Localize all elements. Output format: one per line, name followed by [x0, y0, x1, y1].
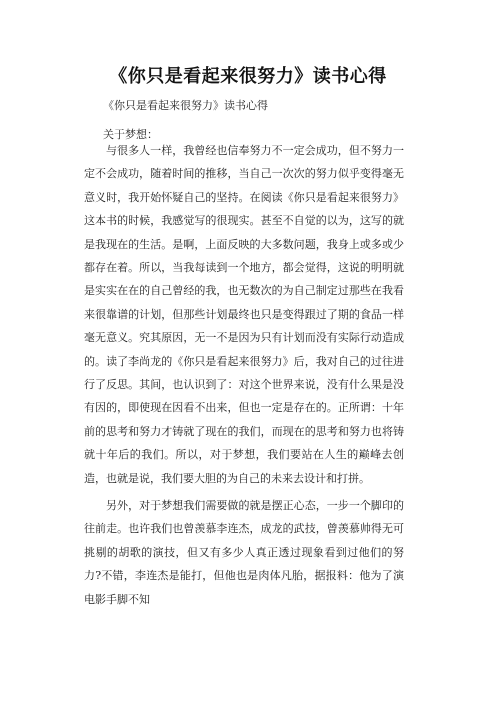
- paragraph-2: 另外，对于梦想我们需要做的就是摆正心态，一步一个脚印的往前走。也许我们也曾羡慕李连杰，成龙的武技，曾羡慕帅得无可挑剔的胡歌的演技，但又有多少人真正透过现象看到过他们的努力?不错，李连杰是能打，但他也是肉体凡胎，据报料：他为了演电影手脚不知: [84, 499, 404, 606]
- document-subtitle: 《你只是看起来很努力》读书心得: [103, 99, 268, 112]
- paragraph-1: 与很多人一样，我曾经也信奉努力不一定会成功，但不努力一定不会成功，随着时间的推移，当自己一次次的努力似乎变得毫无意义时，我开始怀疑自己的坚持。在阅读《你只是看起来很努力》这本书的时候，我感觉写的很现实。甚至不自觉的以为，这写的就是我现在的生活。是啊，上面反映的大多数问题，我身上或多或少都存在着。所以，当我每读到一个地方，都会觉得，这说的明明就是实实在在的自己曾经的我，也无数次的为自己制定过那些在我看来很靠谱的计划，但那些计划最终也只是变得跟过了期的食品一样毫无意义。究其原因，无一不是因为只有计划而没有实际行动造成的。读了李尚龙的《你只是看起来很努力》后，我对自己的过往进行了反思。其间，也认识到了：对这个世界来说，没有什么果是没有因的，即使现在因看不出来，但也一定是存在的。正所谓：十年前的思考和努力才铸就了现在的我们，而现在的思考和努力也将铸就十年后的我们。所以，对于梦想，我们要站在人生的巅峰去创造，也就是说，我们要大胆的为自己的未来去设计和打拼。: [84, 144, 404, 485]
- document-title: 《你只是看起来很努力》读书心得: [109, 66, 387, 87]
- section-heading: 关于梦想：: [103, 128, 158, 141]
